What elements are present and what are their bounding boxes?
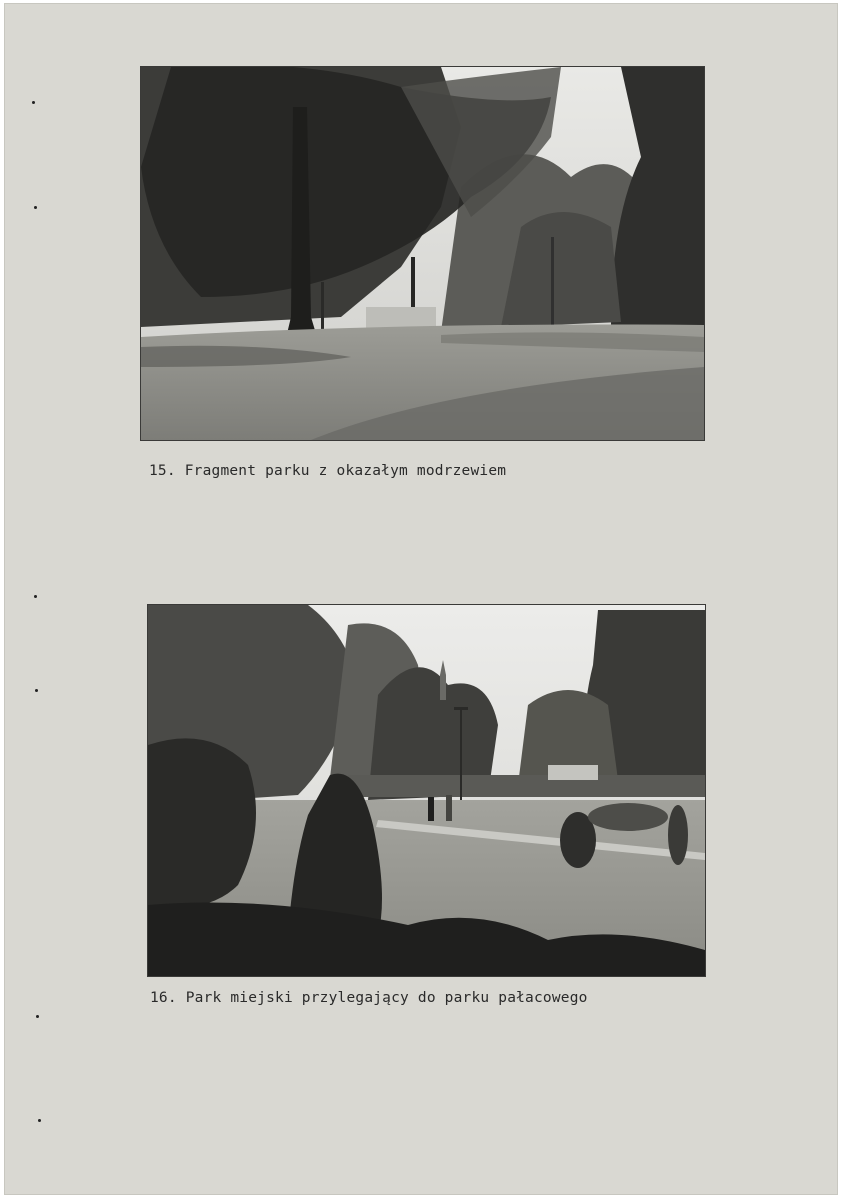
binding-mark (34, 206, 37, 209)
photo-park-larch (141, 67, 704, 440)
caption-photo-16: 16. Park miejski przylegający do parku pałacowego (150, 990, 588, 1006)
binding-mark (35, 689, 38, 692)
binding-mark (38, 1119, 41, 1122)
binding-mark (36, 1015, 39, 1018)
binding-mark (34, 595, 37, 598)
photo-city-park (148, 605, 705, 976)
document-page (4, 3, 838, 1195)
binding-mark (32, 101, 35, 104)
caption-photo-15: 15. Fragment parku z okazałym modrzewiem (149, 463, 507, 479)
